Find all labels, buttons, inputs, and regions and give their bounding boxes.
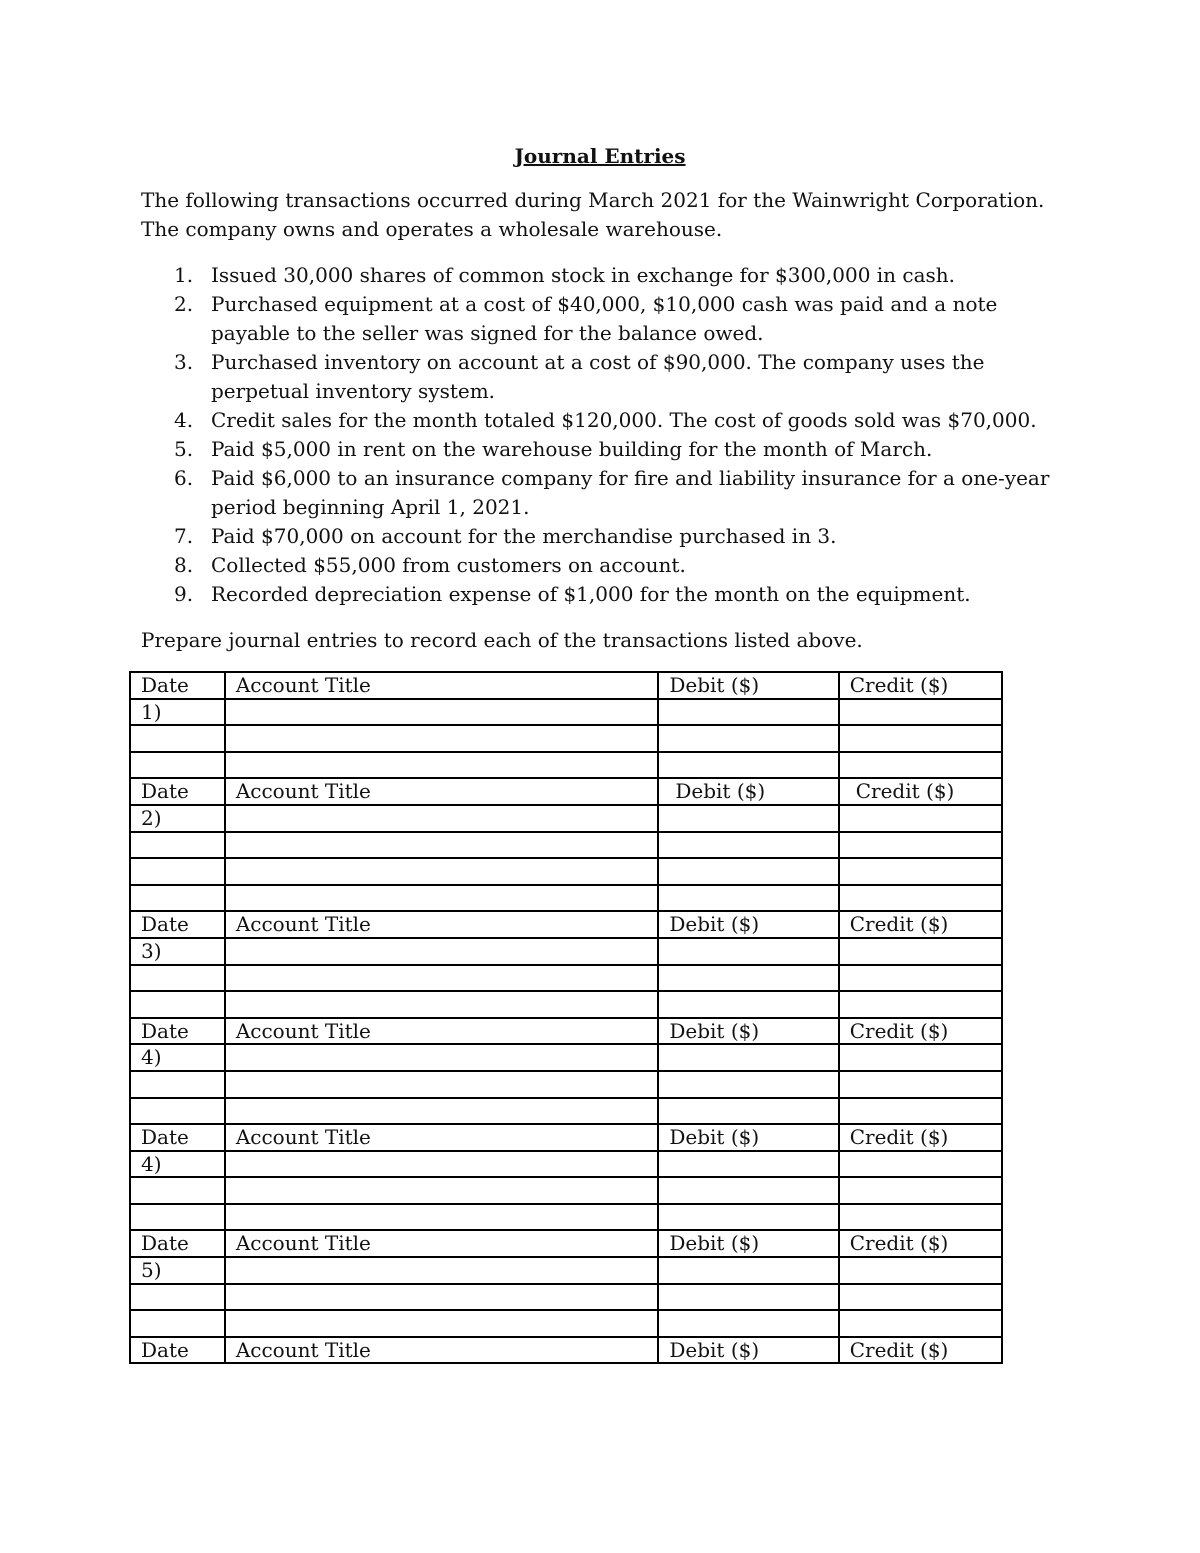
journal-entry-row [130, 1257, 1002, 1284]
credit-cell[interactable] [839, 938, 1002, 965]
transaction-text: Recorded depreciation expense of $1,000 for the month on the equipment. [211, 582, 971, 606]
journal-header-row [130, 1124, 1002, 1151]
journal-blank-row [130, 965, 1002, 992]
account-title-cell[interactable] [225, 938, 659, 965]
document-title: Journal Entries [514, 144, 686, 168]
date-column-header: Date [130, 1337, 225, 1364]
date-cell[interactable] [130, 1071, 225, 1098]
transaction-number: 2. [174, 292, 194, 316]
credit-cell[interactable] [839, 1177, 1002, 1204]
transaction-number: 8. [174, 553, 194, 577]
date-cell[interactable] [130, 725, 225, 752]
date-column-header: Date [130, 778, 225, 805]
credit-cell[interactable] [839, 1257, 1002, 1284]
debit-cell[interactable] [658, 885, 838, 912]
journal-header-row [130, 672, 1002, 699]
transaction-text: Issued 30,000 shares of common stock in exchange for $300,000 in cash. [211, 263, 956, 287]
journal-entry-row [130, 1044, 1002, 1071]
debit-cell[interactable] [658, 965, 838, 992]
credit-cell[interactable] [839, 1098, 1002, 1125]
account-title-column-header: Account Title [225, 1230, 659, 1257]
transaction-item [141, 406, 1071, 435]
date-cell[interactable] [130, 991, 225, 1018]
credit-cell[interactable] [839, 1204, 1002, 1231]
transaction-item [141, 522, 1071, 551]
account-title-cell[interactable] [225, 965, 659, 992]
debit-cell[interactable] [658, 938, 838, 965]
journal-entry-table [129, 671, 1003, 1364]
transaction-number: 3. [174, 350, 194, 374]
debit-cell[interactable] [658, 1071, 838, 1098]
debit-cell[interactable] [658, 1151, 838, 1178]
account-title-cell[interactable] [225, 1044, 659, 1071]
journal-blank-row [130, 885, 1002, 912]
journal-blank-row [130, 725, 1002, 752]
transaction-number: 6. [174, 466, 194, 490]
journal-blank-row [130, 991, 1002, 1018]
account-title-column-header: Account Title [225, 1018, 659, 1045]
date-cell[interactable] [130, 832, 225, 859]
debit-column-header: Debit ($) [658, 1337, 838, 1364]
transaction-item [141, 348, 1071, 406]
credit-cell[interactable] [839, 991, 1002, 1018]
transaction-text: Paid $70,000 on account for the merchandise purchased in 3. [211, 524, 837, 548]
date-cell[interactable] [130, 752, 225, 779]
journal-header-row [130, 778, 1002, 805]
transaction-text: Purchased equipment at a cost of $40,000, $10,000 cash was paid and a note payable to the seller was signed for the balance owed. [211, 292, 998, 345]
credit-cell[interactable] [839, 858, 1002, 885]
transaction-list [141, 261, 1071, 609]
transaction-text: Collected $55,000 from customers on account. [211, 553, 686, 577]
account-title-cell[interactable] [225, 1257, 659, 1284]
transaction-text: Paid $6,000 to an insurance company for fire and liability insurance for a one-year period beginning April 1, 2021. [211, 466, 1050, 519]
transaction-item [141, 551, 1071, 580]
date-cell[interactable] [130, 1204, 225, 1231]
debit-cell[interactable] [658, 1044, 838, 1071]
account-title-column-header: Account Title [225, 672, 659, 699]
account-title-cell[interactable] [225, 1151, 659, 1178]
journal-header-row [130, 1230, 1002, 1257]
journal-entry-row [130, 805, 1002, 832]
account-title-cell[interactable] [225, 699, 659, 726]
credit-column-header: Credit ($) [839, 1124, 1002, 1151]
account-title-cell[interactable] [225, 858, 659, 885]
date-column-header: Date [130, 1124, 225, 1151]
journal-blank-row [130, 1284, 1002, 1311]
transaction-number: 7. [174, 524, 194, 548]
debit-column-header: Debit ($) [658, 1230, 838, 1257]
account-title-cell[interactable] [225, 991, 659, 1018]
transaction-number: 1. [174, 263, 194, 287]
account-title-cell[interactable] [225, 1284, 659, 1311]
date-cell[interactable] [130, 1284, 225, 1311]
entry-number-label: 4) [130, 1044, 225, 1071]
debit-column-header: Debit ($) [658, 911, 838, 938]
transaction-item [141, 261, 1071, 290]
credit-column-header: Credit ($) [839, 1018, 1002, 1045]
instruction-prompt: Prepare journal entries to record each of the transactions listed above. [141, 628, 863, 652]
journal-blank-row [130, 1177, 1002, 1204]
journal-blank-row [130, 858, 1002, 885]
date-column-header: Date [130, 1230, 225, 1257]
date-cell[interactable] [130, 1310, 225, 1337]
credit-cell[interactable] [839, 1071, 1002, 1098]
account-title-column-header: Account Title [225, 1337, 659, 1364]
date-cell[interactable] [130, 885, 225, 912]
credit-column-header: Credit ($) [839, 911, 1002, 938]
date-cell[interactable] [130, 858, 225, 885]
transaction-item [141, 464, 1071, 522]
debit-cell[interactable] [658, 1177, 838, 1204]
transaction-number: 4. [174, 408, 194, 432]
entry-number-label: 2) [130, 805, 225, 832]
intro-paragraph: The following transactions occurred during March 2021 for the Wainwright Corporation. The company owns and operates a wholesale warehouse. [141, 188, 1045, 241]
debit-cell[interactable] [658, 1098, 838, 1125]
date-cell[interactable] [130, 1098, 225, 1125]
account-title-cell[interactable] [225, 805, 659, 832]
debit-cell[interactable] [658, 699, 838, 726]
debit-cell[interactable] [658, 725, 838, 752]
credit-column-header: Credit ($) [839, 778, 1002, 805]
journal-header-row [130, 911, 1002, 938]
date-column-header: Date [130, 1018, 225, 1045]
journal-blank-row [130, 1071, 1002, 1098]
journal-header-row [130, 1337, 1002, 1364]
journal-entry-row [130, 1151, 1002, 1178]
debit-cell[interactable] [658, 1310, 838, 1337]
credit-cell[interactable] [839, 1284, 1002, 1311]
account-title-cell[interactable] [225, 885, 659, 912]
debit-cell[interactable] [658, 1204, 838, 1231]
account-title-cell[interactable] [225, 1177, 659, 1204]
transaction-item [141, 580, 1071, 609]
account-title-cell[interactable] [225, 752, 659, 779]
debit-column-header: Debit ($) [658, 778, 838, 805]
transaction-text: Credit sales for the month totaled $120,000. The cost of goods sold was $70,000. [211, 408, 1037, 432]
account-title-cell[interactable] [225, 1098, 659, 1125]
debit-cell[interactable] [658, 991, 838, 1018]
date-cell[interactable] [130, 965, 225, 992]
transaction-text: Purchased inventory on account at a cost of $90,000. The company uses the perpetual inventory system. [211, 350, 985, 403]
journal-blank-row [130, 1310, 1002, 1337]
journal-blank-row [130, 752, 1002, 779]
transaction-number: 9. [174, 582, 194, 606]
journal-blank-row [130, 832, 1002, 859]
journal-blank-row [130, 1098, 1002, 1125]
entry-number-label: 4) [130, 1151, 225, 1178]
credit-column-header: Credit ($) [839, 672, 1002, 699]
account-title-cell[interactable] [225, 1071, 659, 1098]
debit-column-header: Debit ($) [658, 672, 838, 699]
credit-cell[interactable] [839, 1310, 1002, 1337]
debit-cell[interactable] [658, 805, 838, 832]
entry-number-label: 1) [130, 699, 225, 726]
transaction-item [141, 435, 1071, 464]
account-title-column-header: Account Title [225, 1124, 659, 1151]
account-title-cell[interactable] [225, 1204, 659, 1231]
account-title-cell[interactable] [225, 725, 659, 752]
date-column-header: Date [130, 672, 225, 699]
debit-cell[interactable] [658, 832, 838, 859]
debit-cell[interactable] [658, 752, 838, 779]
credit-cell[interactable] [839, 1151, 1002, 1178]
entry-number-label: 3) [130, 938, 225, 965]
date-column-header: Date [130, 911, 225, 938]
transaction-text: Paid $5,000 in rent on the warehouse building for the month of March. [211, 437, 933, 461]
journal-blank-row [130, 1204, 1002, 1231]
date-cell[interactable] [130, 1177, 225, 1204]
account-title-column-header: Account Title [225, 911, 659, 938]
account-title-cell[interactable] [225, 832, 659, 859]
credit-cell[interactable] [839, 965, 1002, 992]
credit-cell[interactable] [839, 885, 1002, 912]
entry-number-label: 5) [130, 1257, 225, 1284]
credit-cell[interactable] [839, 805, 1002, 832]
credit-cell[interactable] [839, 1044, 1002, 1071]
journal-entry-row [130, 938, 1002, 965]
credit-cell[interactable] [839, 725, 1002, 752]
journal-entry-row [130, 699, 1002, 726]
debit-column-header: Debit ($) [658, 1124, 838, 1151]
credit-cell[interactable] [839, 832, 1002, 859]
credit-cell[interactable] [839, 699, 1002, 726]
credit-column-header: Credit ($) [839, 1337, 1002, 1364]
debit-cell[interactable] [658, 1257, 838, 1284]
account-title-column-header: Account Title [225, 778, 659, 805]
debit-cell[interactable] [658, 858, 838, 885]
account-title-cell[interactable] [225, 1310, 659, 1337]
credit-cell[interactable] [839, 752, 1002, 779]
journal-header-row [130, 1018, 1002, 1045]
credit-column-header: Credit ($) [839, 1230, 1002, 1257]
debit-column-header: Debit ($) [658, 1018, 838, 1045]
debit-cell[interactable] [658, 1284, 838, 1311]
transaction-number: 5. [174, 437, 194, 461]
transaction-item [141, 290, 1071, 348]
